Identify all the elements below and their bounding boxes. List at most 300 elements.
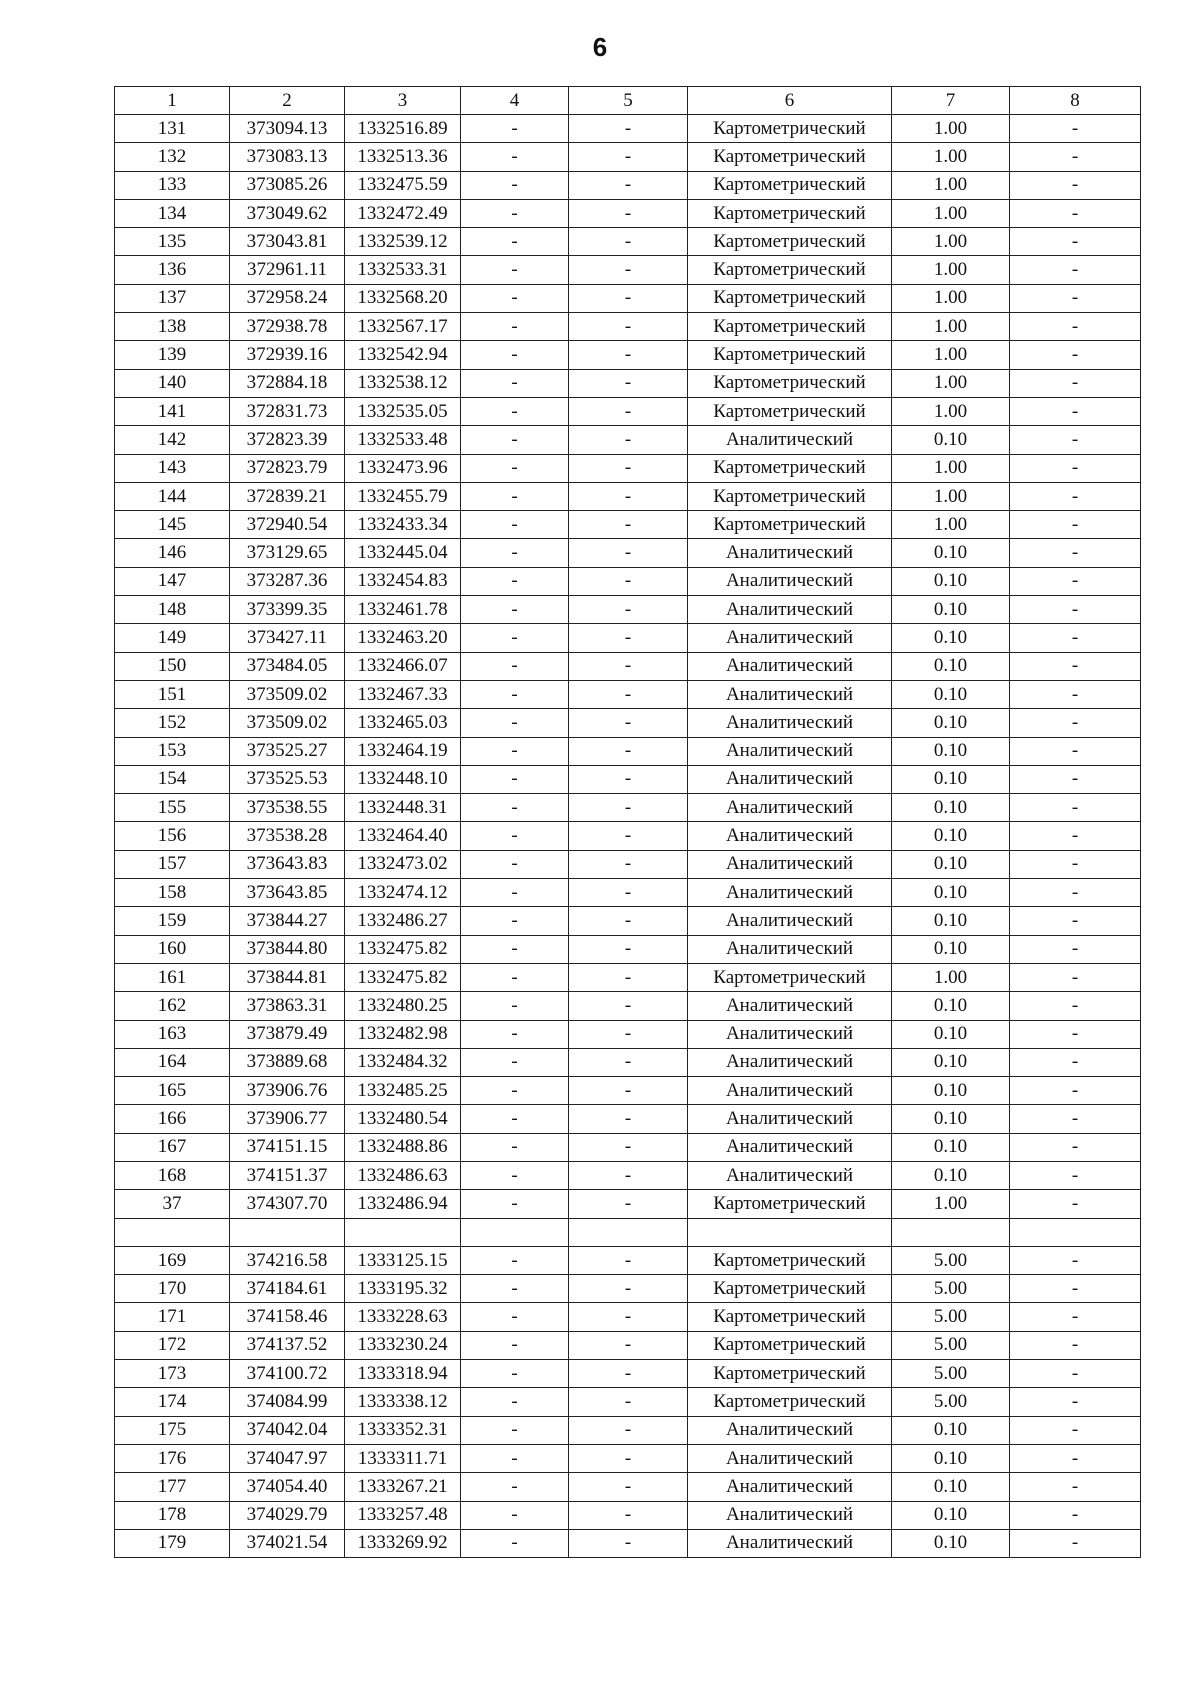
y-coordinate-cell: 1332463.20 <box>345 624 461 652</box>
table-header-row <box>115 87 1141 115</box>
col8-cell: - <box>1010 737 1141 765</box>
col4-cell <box>461 1218 569 1246</box>
table-row <box>115 539 1141 567</box>
point-number-cell: 175 <box>115 1416 230 1444</box>
y-coordinate-cell: 1332486.94 <box>345 1190 461 1218</box>
point-number-cell: 178 <box>115 1501 230 1529</box>
point-number-cell: 155 <box>115 794 230 822</box>
col8-cell: - <box>1010 680 1141 708</box>
x-coordinate-cell: 373844.27 <box>230 907 345 935</box>
y-coordinate-cell: 1332461.78 <box>345 596 461 624</box>
col5-cell: - <box>569 426 688 454</box>
col5-cell: - <box>569 171 688 199</box>
col5-cell: - <box>569 1133 688 1161</box>
x-coordinate-cell: 374137.52 <box>230 1331 345 1359</box>
x-coordinate-cell: 374216.58 <box>230 1246 345 1274</box>
point-number-cell: 168 <box>115 1161 230 1189</box>
col4-cell: - <box>461 963 569 991</box>
col8-cell: - <box>1010 1020 1141 1048</box>
col5-cell: - <box>569 313 688 341</box>
accuracy-cell: 1.00 <box>892 199 1010 227</box>
col5-cell: - <box>569 482 688 510</box>
col5-cell: - <box>569 709 688 737</box>
header-cell: 6 <box>688 87 892 115</box>
table-row <box>115 1360 1141 1388</box>
col4-cell: - <box>461 454 569 482</box>
col4-cell: - <box>461 907 569 935</box>
col5-cell: - <box>569 680 688 708</box>
table-row <box>115 992 1141 1020</box>
col5-cell: - <box>569 228 688 256</box>
col4-cell: - <box>461 539 569 567</box>
col4-cell: - <box>461 1077 569 1105</box>
accuracy-cell: 5.00 <box>892 1331 1010 1359</box>
method-cell: Аналитический <box>688 1444 892 1472</box>
y-coordinate-cell: 1332467.33 <box>345 680 461 708</box>
col8-cell: - <box>1010 1331 1141 1359</box>
accuracy-cell: 0.10 <box>892 1077 1010 1105</box>
col5-cell: - <box>569 199 688 227</box>
x-coordinate-cell: 374042.04 <box>230 1416 345 1444</box>
point-number-cell: 133 <box>115 171 230 199</box>
col8-cell: - <box>1010 850 1141 878</box>
col8-cell: - <box>1010 992 1141 1020</box>
method-cell: Картометрический <box>688 256 892 284</box>
point-number-cell: 139 <box>115 341 230 369</box>
page-number: 6 <box>592 32 608 62</box>
x-coordinate-cell: 372958.24 <box>230 284 345 312</box>
y-coordinate-cell: 1333257.48 <box>345 1501 461 1529</box>
col5-cell <box>569 1218 688 1246</box>
y-coordinate-cell: 1332539.12 <box>345 228 461 256</box>
point-number-cell: 176 <box>115 1444 230 1472</box>
accuracy-cell: 1.00 <box>892 963 1010 991</box>
col8-cell: - <box>1010 199 1141 227</box>
col5-cell: - <box>569 1246 688 1274</box>
accuracy-cell: 5.00 <box>892 1275 1010 1303</box>
col4-cell: - <box>461 284 569 312</box>
table-row <box>115 1161 1141 1189</box>
method-cell: Аналитический <box>688 596 892 624</box>
x-coordinate-cell: 373643.85 <box>230 879 345 907</box>
col5-cell: - <box>569 992 688 1020</box>
x-coordinate-cell: 372939.16 <box>230 341 345 369</box>
x-coordinate-cell: 373509.02 <box>230 680 345 708</box>
y-coordinate-cell: 1332485.25 <box>345 1077 461 1105</box>
table-row <box>115 284 1141 312</box>
col4-cell: - <box>461 1303 569 1331</box>
table-row <box>115 256 1141 284</box>
col4-cell: - <box>461 567 569 595</box>
method-cell: Аналитический <box>688 1077 892 1105</box>
y-coordinate-cell: 1333267.21 <box>345 1473 461 1501</box>
accuracy-cell: 1.00 <box>892 341 1010 369</box>
y-coordinate-cell: 1332475.59 <box>345 171 461 199</box>
point-number-cell: 142 <box>115 426 230 454</box>
method-cell: Аналитический <box>688 539 892 567</box>
x-coordinate-cell: 373427.11 <box>230 624 345 652</box>
col4-cell: - <box>461 256 569 284</box>
col8-cell: - <box>1010 1246 1141 1274</box>
accuracy-cell: 0.10 <box>892 567 1010 595</box>
point-number-cell: 143 <box>115 454 230 482</box>
col8-cell: - <box>1010 397 1141 425</box>
x-coordinate-cell: 373844.80 <box>230 935 345 963</box>
accuracy-cell: 1.00 <box>892 256 1010 284</box>
y-coordinate-cell: 1332533.31 <box>345 256 461 284</box>
table-row <box>115 652 1141 680</box>
x-coordinate-cell <box>230 1218 345 1246</box>
y-coordinate-cell: 1332466.07 <box>345 652 461 680</box>
col8-cell: - <box>1010 426 1141 454</box>
col4-cell: - <box>461 1360 569 1388</box>
y-coordinate-cell: 1333125.15 <box>345 1246 461 1274</box>
accuracy-cell: 0.10 <box>892 850 1010 878</box>
x-coordinate-cell: 374084.99 <box>230 1388 345 1416</box>
accuracy-cell: 0.10 <box>892 539 1010 567</box>
method-cell: Аналитический <box>688 879 892 907</box>
col5-cell: - <box>569 511 688 539</box>
col4-cell: - <box>461 313 569 341</box>
header-cell: 5 <box>569 87 688 115</box>
col5-cell: - <box>569 1020 688 1048</box>
col8-cell: - <box>1010 963 1141 991</box>
col4-cell: - <box>461 1275 569 1303</box>
y-coordinate-cell: 1332472.49 <box>345 199 461 227</box>
x-coordinate-cell: 373525.27 <box>230 737 345 765</box>
header-cell: 1 <box>115 87 230 115</box>
table-row <box>115 143 1141 171</box>
col5-cell: - <box>569 1473 688 1501</box>
method-cell: Картометрический <box>688 397 892 425</box>
table-row <box>115 879 1141 907</box>
method-cell: Картометрический <box>688 454 892 482</box>
col8-cell: - <box>1010 1161 1141 1189</box>
col8-cell: - <box>1010 709 1141 737</box>
col5-cell: - <box>569 1331 688 1359</box>
col4-cell: - <box>461 624 569 652</box>
col5-cell: - <box>569 850 688 878</box>
x-coordinate-cell: 374158.46 <box>230 1303 345 1331</box>
col4-cell: - <box>461 397 569 425</box>
col5-cell: - <box>569 454 688 482</box>
y-coordinate-cell: 1332486.63 <box>345 1161 461 1189</box>
point-number-cell: 141 <box>115 397 230 425</box>
col4-cell: - <box>461 426 569 454</box>
table-row <box>115 397 1141 425</box>
col8-cell: - <box>1010 1105 1141 1133</box>
method-cell: Аналитический <box>688 1020 892 1048</box>
point-number-cell: 171 <box>115 1303 230 1331</box>
accuracy-cell: 1.00 <box>892 1190 1010 1218</box>
table-row <box>115 1048 1141 1076</box>
table-row <box>115 1020 1141 1048</box>
table-row <box>115 511 1141 539</box>
point-number-cell: 137 <box>115 284 230 312</box>
accuracy-cell: 0.10 <box>892 624 1010 652</box>
table-row <box>115 1473 1141 1501</box>
accuracy-cell: 0.10 <box>892 1444 1010 1472</box>
x-coordinate-cell: 374100.72 <box>230 1360 345 1388</box>
point-number-cell: 151 <box>115 680 230 708</box>
table-row <box>115 482 1141 510</box>
accuracy-cell: 0.10 <box>892 879 1010 907</box>
col5-cell: - <box>569 1105 688 1133</box>
table-row <box>115 822 1141 850</box>
method-cell: Аналитический <box>688 426 892 454</box>
x-coordinate-cell: 373083.13 <box>230 143 345 171</box>
col4-cell: - <box>461 652 569 680</box>
table-row <box>115 426 1141 454</box>
point-number-cell: 149 <box>115 624 230 652</box>
col8-cell: - <box>1010 765 1141 793</box>
table-row <box>115 1444 1141 1472</box>
point-number-cell: 134 <box>115 199 230 227</box>
col8-cell: - <box>1010 171 1141 199</box>
point-number-cell: 136 <box>115 256 230 284</box>
col5-cell: - <box>569 794 688 822</box>
y-coordinate-cell: 1332473.02 <box>345 850 461 878</box>
accuracy-cell: 0.10 <box>892 822 1010 850</box>
accuracy-cell: 1.00 <box>892 228 1010 256</box>
accuracy-cell: 0.10 <box>892 737 1010 765</box>
method-cell: Аналитический <box>688 709 892 737</box>
col4-cell: - <box>461 596 569 624</box>
col8-cell: - <box>1010 879 1141 907</box>
method-cell: Аналитический <box>688 1133 892 1161</box>
col8-cell: - <box>1010 1501 1141 1529</box>
point-number-cell: 150 <box>115 652 230 680</box>
method-cell: Аналитический <box>688 794 892 822</box>
method-cell: Аналитический <box>688 1501 892 1529</box>
table-row <box>115 341 1141 369</box>
col5-cell: - <box>569 1275 688 1303</box>
y-coordinate-cell: 1332533.48 <box>345 426 461 454</box>
header-cell: 4 <box>461 87 569 115</box>
accuracy-cell: 0.10 <box>892 1501 1010 1529</box>
point-number-cell: 144 <box>115 482 230 510</box>
y-coordinate-cell: 1332445.04 <box>345 539 461 567</box>
col5-cell: - <box>569 624 688 652</box>
col5-cell: - <box>569 539 688 567</box>
col4-cell: - <box>461 1048 569 1076</box>
method-cell: Аналитический <box>688 737 892 765</box>
col5-cell: - <box>569 1529 688 1557</box>
x-coordinate-cell: 373538.28 <box>230 822 345 850</box>
y-coordinate-cell: 1332567.17 <box>345 313 461 341</box>
x-coordinate-cell: 373525.53 <box>230 765 345 793</box>
x-coordinate-cell: 373844.81 <box>230 963 345 991</box>
col4-cell: - <box>461 1161 569 1189</box>
col8-cell: - <box>1010 539 1141 567</box>
table-row <box>115 765 1141 793</box>
table-row <box>115 115 1141 143</box>
method-cell: Картометрический <box>688 228 892 256</box>
accuracy-cell: 0.10 <box>892 1473 1010 1501</box>
y-coordinate-cell: 1333230.24 <box>345 1331 461 1359</box>
point-number-cell: 158 <box>115 879 230 907</box>
x-coordinate-cell: 374151.37 <box>230 1161 345 1189</box>
col5-cell: - <box>569 596 688 624</box>
table-row <box>115 369 1141 397</box>
table-row <box>115 171 1141 199</box>
x-coordinate-cell: 373906.77 <box>230 1105 345 1133</box>
x-coordinate-cell: 372938.78 <box>230 313 345 341</box>
y-coordinate-cell: 1332464.19 <box>345 737 461 765</box>
method-cell: Аналитический <box>688 652 892 680</box>
method-cell: Аналитический <box>688 765 892 793</box>
y-coordinate-cell: 1332482.98 <box>345 1020 461 1048</box>
col8-cell: - <box>1010 1190 1141 1218</box>
table-row <box>115 1190 1141 1218</box>
method-cell: Аналитический <box>688 1416 892 1444</box>
method-cell: Аналитический <box>688 850 892 878</box>
col8-cell: - <box>1010 624 1141 652</box>
accuracy-cell: 0.10 <box>892 1416 1010 1444</box>
header-cell: 2 <box>230 87 345 115</box>
col5-cell: - <box>569 1360 688 1388</box>
point-number-cell: 172 <box>115 1331 230 1359</box>
col8-cell: - <box>1010 1077 1141 1105</box>
table-row <box>115 1105 1141 1133</box>
table-row <box>115 596 1141 624</box>
col5-cell: - <box>569 256 688 284</box>
point-number-cell: 177 <box>115 1473 230 1501</box>
col8-cell: - <box>1010 482 1141 510</box>
method-cell: Картометрический <box>688 284 892 312</box>
accuracy-cell: 1.00 <box>892 115 1010 143</box>
accuracy-cell: 1.00 <box>892 284 1010 312</box>
accuracy-cell <box>892 1218 1010 1246</box>
y-coordinate-cell: 1333228.63 <box>345 1303 461 1331</box>
y-coordinate-cell: 1332480.54 <box>345 1105 461 1133</box>
col8-cell: - <box>1010 1303 1141 1331</box>
y-coordinate-cell: 1332480.25 <box>345 992 461 1020</box>
y-coordinate-cell: 1333352.31 <box>345 1416 461 1444</box>
col5-cell: - <box>569 567 688 595</box>
method-cell: Аналитический <box>688 1048 892 1076</box>
y-coordinate-cell: 1333269.92 <box>345 1529 461 1557</box>
x-coordinate-cell: 374184.61 <box>230 1275 345 1303</box>
point-number-cell: 131 <box>115 115 230 143</box>
y-coordinate-cell: 1332465.03 <box>345 709 461 737</box>
y-coordinate-cell: 1332513.36 <box>345 143 461 171</box>
col5-cell: - <box>569 1048 688 1076</box>
accuracy-cell: 0.10 <box>892 709 1010 737</box>
table-row <box>115 709 1141 737</box>
table-row <box>115 1501 1141 1529</box>
table-row <box>115 907 1141 935</box>
table-row <box>115 313 1141 341</box>
header-cell: 3 <box>345 87 461 115</box>
accuracy-cell: 1.00 <box>892 511 1010 539</box>
point-number-cell: 162 <box>115 992 230 1020</box>
method-cell: Картометрический <box>688 963 892 991</box>
col4-cell: - <box>461 171 569 199</box>
point-number-cell: 146 <box>115 539 230 567</box>
table-row <box>115 1246 1141 1274</box>
y-coordinate-cell: 1332454.83 <box>345 567 461 595</box>
method-cell: Картометрический <box>688 313 892 341</box>
col4-cell: - <box>461 737 569 765</box>
col5-cell: - <box>569 652 688 680</box>
y-coordinate-cell: 1333195.32 <box>345 1275 461 1303</box>
method-cell: Картометрический <box>688 511 892 539</box>
accuracy-cell: 0.10 <box>892 992 1010 1020</box>
accuracy-cell: 0.10 <box>892 1020 1010 1048</box>
point-number-cell: 164 <box>115 1048 230 1076</box>
col8-cell: - <box>1010 454 1141 482</box>
accuracy-cell: 0.10 <box>892 935 1010 963</box>
method-cell: Аналитический <box>688 624 892 652</box>
col5-cell: - <box>569 369 688 397</box>
col8-cell: - <box>1010 369 1141 397</box>
y-coordinate-cell: 1332475.82 <box>345 935 461 963</box>
point-number-cell: 163 <box>115 1020 230 1048</box>
y-coordinate-cell: 1332535.05 <box>345 397 461 425</box>
col8-cell: - <box>1010 256 1141 284</box>
col4-cell: - <box>461 1190 569 1218</box>
col4-cell: - <box>461 935 569 963</box>
x-coordinate-cell: 373049.62 <box>230 199 345 227</box>
col5-cell: - <box>569 963 688 991</box>
col8-cell: - <box>1010 511 1141 539</box>
point-number-cell: 138 <box>115 313 230 341</box>
accuracy-cell: 5.00 <box>892 1303 1010 1331</box>
method-cell: Картометрический <box>688 1360 892 1388</box>
table-row <box>115 199 1141 227</box>
col5-cell: - <box>569 284 688 312</box>
col8-cell: - <box>1010 567 1141 595</box>
col4-cell: - <box>461 765 569 793</box>
col4-cell: - <box>461 1331 569 1359</box>
col5-cell: - <box>569 879 688 907</box>
accuracy-cell: 0.10 <box>892 426 1010 454</box>
x-coordinate-cell: 372940.54 <box>230 511 345 539</box>
table-row <box>115 228 1141 256</box>
accuracy-cell: 0.10 <box>892 765 1010 793</box>
accuracy-cell: 0.10 <box>892 596 1010 624</box>
col4-cell: - <box>461 1501 569 1529</box>
table-row <box>115 1303 1141 1331</box>
method-cell: Аналитический <box>688 1473 892 1501</box>
col4-cell: - <box>461 511 569 539</box>
point-number-cell: 179 <box>115 1529 230 1557</box>
accuracy-cell: 0.10 <box>892 652 1010 680</box>
table-row <box>115 1529 1141 1557</box>
accuracy-cell: 1.00 <box>892 369 1010 397</box>
point-number-cell: 132 <box>115 143 230 171</box>
method-cell: Картометрический <box>688 1190 892 1218</box>
method-cell: Картометрический <box>688 1275 892 1303</box>
x-coordinate-cell: 373287.36 <box>230 567 345 595</box>
y-coordinate-cell: 1332516.89 <box>345 115 461 143</box>
col5-cell: - <box>569 1161 688 1189</box>
accuracy-cell: 5.00 <box>892 1360 1010 1388</box>
col4-cell: - <box>461 709 569 737</box>
point-number-cell: 37 <box>115 1190 230 1218</box>
col5-cell: - <box>569 1190 688 1218</box>
accuracy-cell: 0.10 <box>892 680 1010 708</box>
method-cell: Картометрический <box>688 199 892 227</box>
x-coordinate-cell: 374151.15 <box>230 1133 345 1161</box>
col5-cell: - <box>569 143 688 171</box>
method-cell <box>688 1218 892 1246</box>
point-number-cell: 140 <box>115 369 230 397</box>
point-number-cell: 174 <box>115 1388 230 1416</box>
col8-cell: - <box>1010 143 1141 171</box>
col4-cell: - <box>461 1473 569 1501</box>
